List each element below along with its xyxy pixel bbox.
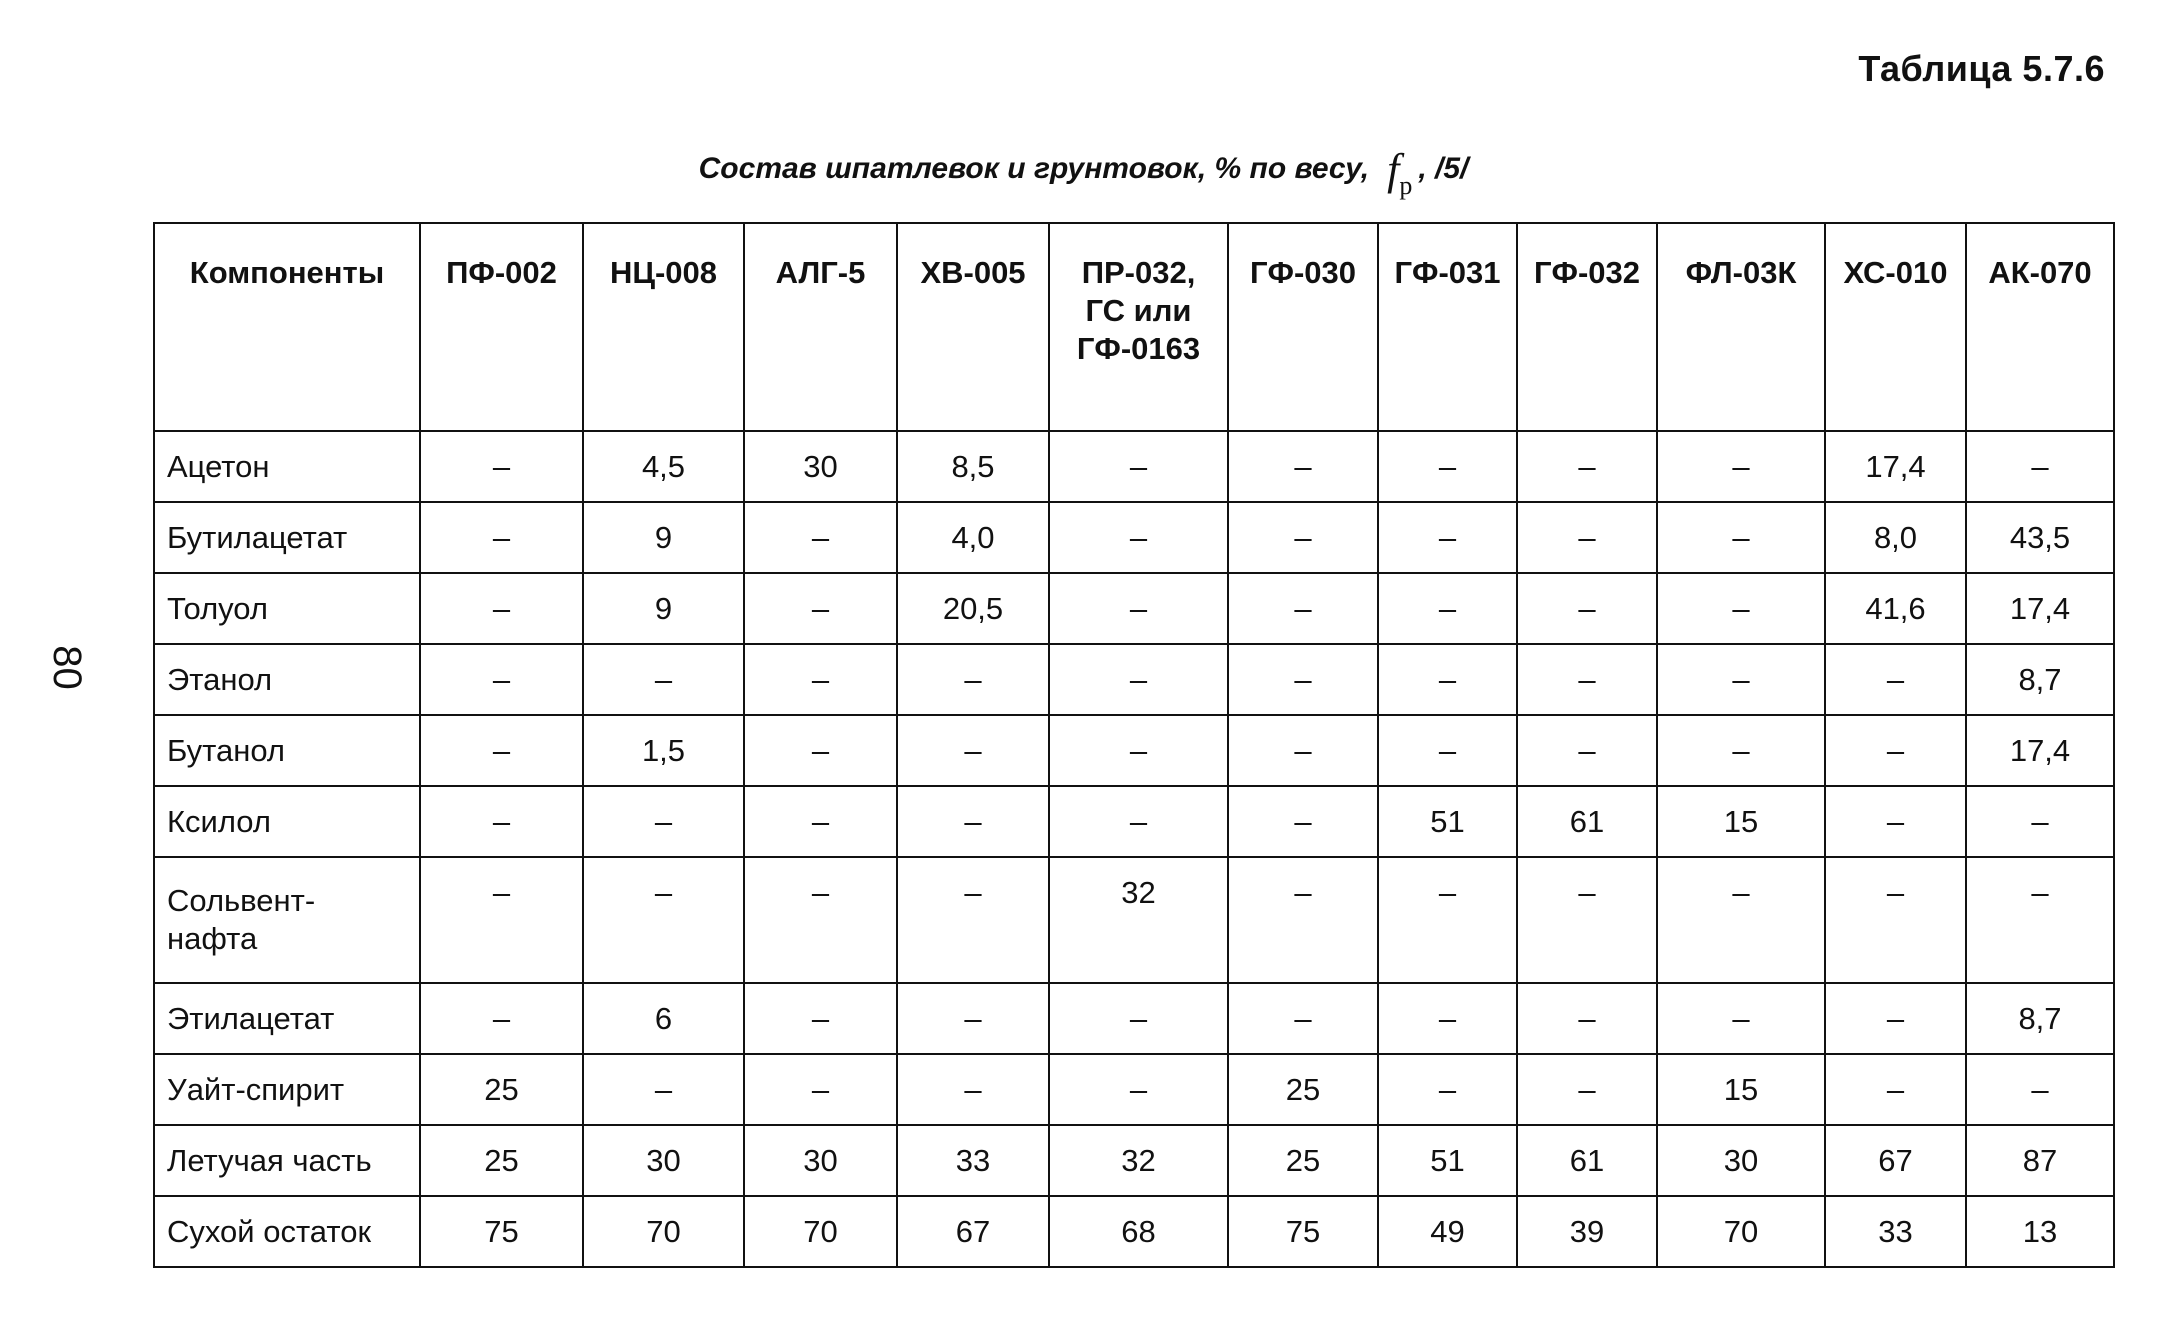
column-header-components: Компоненты bbox=[154, 223, 420, 431]
value-cell: – bbox=[420, 573, 583, 644]
caption-subscript: р bbox=[1399, 170, 1413, 200]
value-cell: – bbox=[897, 857, 1049, 983]
value-cell: – bbox=[1228, 715, 1378, 786]
table-row bbox=[154, 1054, 2114, 1125]
value-cell: – bbox=[744, 715, 897, 786]
value-cell: – bbox=[583, 644, 744, 715]
table-row bbox=[154, 857, 2114, 983]
value-cell: – bbox=[1378, 715, 1517, 786]
value-cell: – bbox=[1966, 1054, 2114, 1125]
value-cell: – bbox=[744, 857, 897, 983]
value-cell: – bbox=[1517, 983, 1657, 1054]
value-cell: – bbox=[1049, 431, 1228, 502]
table-row bbox=[154, 1196, 2114, 1267]
component-name-cell: Бутилацетат bbox=[154, 502, 420, 573]
value-cell: 4,5 bbox=[583, 431, 744, 502]
value-cell: 9 bbox=[583, 502, 744, 573]
value-cell: 17,4 bbox=[1966, 573, 2114, 644]
value-cell: – bbox=[1517, 573, 1657, 644]
composition-table bbox=[153, 222, 2115, 1268]
value-cell: – bbox=[897, 644, 1049, 715]
value-cell: – bbox=[1657, 502, 1825, 573]
component-name-cell: Уайт-спирит bbox=[154, 1054, 420, 1125]
table-label: Таблица 5.7.6 bbox=[1858, 48, 2105, 89]
value-cell: 61 bbox=[1517, 786, 1657, 857]
value-cell: – bbox=[1825, 857, 1966, 983]
page-number: 80 bbox=[44, 645, 89, 690]
table-row bbox=[154, 502, 2114, 573]
value-cell: 61 bbox=[1517, 1125, 1657, 1196]
value-cell: 4,0 bbox=[897, 502, 1049, 573]
value-cell: – bbox=[897, 1054, 1049, 1125]
value-cell: – bbox=[583, 786, 744, 857]
table-row bbox=[154, 715, 2114, 786]
value-cell: – bbox=[1657, 431, 1825, 502]
component-name-cell: Сольвент- нафта bbox=[154, 857, 420, 983]
value-cell: 8,7 bbox=[1966, 644, 2114, 715]
value-cell: – bbox=[744, 983, 897, 1054]
value-cell: – bbox=[1378, 573, 1517, 644]
component-name-cell: Летучая часть bbox=[154, 1125, 420, 1196]
value-cell: – bbox=[1378, 983, 1517, 1054]
table-row bbox=[154, 786, 2114, 857]
table-row bbox=[154, 644, 2114, 715]
value-cell: 25 bbox=[1228, 1054, 1378, 1125]
value-cell: 51 bbox=[1378, 1125, 1517, 1196]
value-cell: – bbox=[1966, 857, 2114, 983]
value-cell: – bbox=[1049, 715, 1228, 786]
value-cell: 25 bbox=[420, 1125, 583, 1196]
value-cell: – bbox=[1517, 644, 1657, 715]
value-cell: – bbox=[897, 786, 1049, 857]
value-cell: 87 bbox=[1966, 1125, 2114, 1196]
value-cell: 8,5 bbox=[897, 431, 1049, 502]
value-cell: 17,4 bbox=[1966, 715, 2114, 786]
value-cell: – bbox=[1517, 502, 1657, 573]
value-cell: – bbox=[1517, 431, 1657, 502]
value-cell: – bbox=[744, 502, 897, 573]
value-cell: – bbox=[1228, 857, 1378, 983]
value-cell: 25 bbox=[420, 1054, 583, 1125]
value-cell: 70 bbox=[744, 1196, 897, 1267]
value-cell: 30 bbox=[744, 431, 897, 502]
value-cell: 70 bbox=[583, 1196, 744, 1267]
column-header-product: НЦ-008 bbox=[583, 223, 744, 431]
component-name-cell: Ацетон bbox=[154, 431, 420, 502]
value-cell: 49 bbox=[1378, 1196, 1517, 1267]
value-cell: 1,5 bbox=[583, 715, 744, 786]
value-cell: – bbox=[1966, 431, 2114, 502]
value-cell: – bbox=[897, 983, 1049, 1054]
value-cell: – bbox=[1825, 786, 1966, 857]
value-cell: 39 bbox=[1517, 1196, 1657, 1267]
column-header-product: ХВ-005 bbox=[897, 223, 1049, 431]
value-cell: 70 bbox=[1657, 1196, 1825, 1267]
value-cell: – bbox=[1517, 1054, 1657, 1125]
column-header-product: ФЛ-03К bbox=[1657, 223, 1825, 431]
value-cell: – bbox=[1049, 1054, 1228, 1125]
value-cell: – bbox=[1049, 644, 1228, 715]
value-cell: – bbox=[1517, 857, 1657, 983]
value-cell: – bbox=[1657, 983, 1825, 1054]
value-cell: 17,4 bbox=[1825, 431, 1966, 502]
column-header-product: ГФ-031 bbox=[1378, 223, 1517, 431]
value-cell: 43,5 bbox=[1966, 502, 2114, 573]
value-cell: – bbox=[897, 715, 1049, 786]
value-cell: 30 bbox=[1657, 1125, 1825, 1196]
value-cell: – bbox=[744, 644, 897, 715]
value-cell: – bbox=[1378, 857, 1517, 983]
value-cell: – bbox=[1228, 786, 1378, 857]
value-cell: 32 bbox=[1049, 857, 1228, 983]
value-cell: – bbox=[1657, 715, 1825, 786]
value-cell: 9 bbox=[583, 573, 744, 644]
value-cell: – bbox=[1228, 573, 1378, 644]
caption-symbol: f bbox=[1387, 145, 1400, 194]
value-cell: 8,7 bbox=[1966, 983, 2114, 1054]
value-cell: 75 bbox=[420, 1196, 583, 1267]
column-header-product: ПФ-002 bbox=[420, 223, 583, 431]
value-cell: – bbox=[1825, 715, 1966, 786]
value-cell: – bbox=[583, 857, 744, 983]
value-cell: 20,5 bbox=[897, 573, 1049, 644]
value-cell: – bbox=[1049, 786, 1228, 857]
value-cell: 67 bbox=[1825, 1125, 1966, 1196]
column-header-product: АЛГ-5 bbox=[744, 223, 897, 431]
value-cell: – bbox=[1228, 983, 1378, 1054]
table-header bbox=[154, 223, 2114, 431]
value-cell: – bbox=[744, 573, 897, 644]
column-header-product: ГФ-030 bbox=[1228, 223, 1378, 431]
component-name-cell: Ксилол bbox=[154, 786, 420, 857]
value-cell: 13 bbox=[1966, 1196, 2114, 1267]
table-row bbox=[154, 1125, 2114, 1196]
value-cell: – bbox=[1378, 644, 1517, 715]
column-header-product: АК-070 bbox=[1966, 223, 2114, 431]
caption-formula bbox=[1387, 145, 1413, 200]
value-cell: 15 bbox=[1657, 1054, 1825, 1125]
table-body bbox=[154, 431, 2114, 1267]
value-cell: – bbox=[1966, 786, 2114, 857]
column-header-product: ПР-032, ГС или ГФ-0163 bbox=[1049, 223, 1228, 431]
value-cell: 30 bbox=[583, 1125, 744, 1196]
component-name-cell: Толуол bbox=[154, 573, 420, 644]
value-cell: – bbox=[420, 502, 583, 573]
value-cell: – bbox=[420, 431, 583, 502]
value-cell: – bbox=[1657, 573, 1825, 644]
value-cell: 32 bbox=[1049, 1125, 1228, 1196]
component-name-cell: Сухой остаток bbox=[154, 1196, 420, 1267]
value-cell: 33 bbox=[897, 1125, 1049, 1196]
value-cell: – bbox=[420, 983, 583, 1054]
header-row bbox=[154, 223, 2114, 431]
value-cell: – bbox=[1825, 1054, 1966, 1125]
value-cell: – bbox=[1657, 644, 1825, 715]
value-cell: – bbox=[420, 857, 583, 983]
column-header-product: ХС-010 bbox=[1825, 223, 1966, 431]
value-cell: – bbox=[1825, 983, 1966, 1054]
value-cell: 68 bbox=[1049, 1196, 1228, 1267]
value-cell: 75 bbox=[1228, 1196, 1378, 1267]
value-cell: 41,6 bbox=[1825, 573, 1966, 644]
value-cell: 6 bbox=[583, 983, 744, 1054]
value-cell: 67 bbox=[897, 1196, 1049, 1267]
table-row bbox=[154, 573, 2114, 644]
value-cell: – bbox=[1228, 502, 1378, 573]
value-cell: – bbox=[1228, 431, 1378, 502]
value-cell: – bbox=[1825, 644, 1966, 715]
value-cell: 30 bbox=[744, 1125, 897, 1196]
value-cell: – bbox=[420, 786, 583, 857]
table-caption bbox=[0, 138, 2167, 200]
value-cell: 8,0 bbox=[1825, 502, 1966, 573]
value-cell: – bbox=[1378, 502, 1517, 573]
caption-text: Состав шпатлевок и грунтовок, % по весу, bbox=[698, 152, 1370, 185]
value-cell: – bbox=[420, 644, 583, 715]
column-header-product: ГФ-032 bbox=[1517, 223, 1657, 431]
value-cell: – bbox=[1657, 857, 1825, 983]
value-cell: – bbox=[744, 786, 897, 857]
value-cell: 51 bbox=[1378, 786, 1517, 857]
value-cell: – bbox=[1049, 502, 1228, 573]
value-cell: – bbox=[744, 1054, 897, 1125]
value-cell: – bbox=[1049, 573, 1228, 644]
value-cell: – bbox=[1228, 644, 1378, 715]
value-cell: 15 bbox=[1657, 786, 1825, 857]
value-cell: – bbox=[1049, 983, 1228, 1054]
table-row bbox=[154, 431, 2114, 502]
table-row bbox=[154, 983, 2114, 1054]
component-name-cell: Этилацетат bbox=[154, 983, 420, 1054]
value-cell: – bbox=[1378, 431, 1517, 502]
value-cell: 33 bbox=[1825, 1196, 1966, 1267]
value-cell: – bbox=[1517, 715, 1657, 786]
value-cell: – bbox=[583, 1054, 744, 1125]
value-cell: – bbox=[1378, 1054, 1517, 1125]
value-cell: – bbox=[420, 715, 583, 786]
component-name-cell: Бутанол bbox=[154, 715, 420, 786]
caption-reference: , /5/ bbox=[1418, 152, 1469, 185]
component-name-cell: Этанол bbox=[154, 644, 420, 715]
value-cell: 25 bbox=[1228, 1125, 1378, 1196]
